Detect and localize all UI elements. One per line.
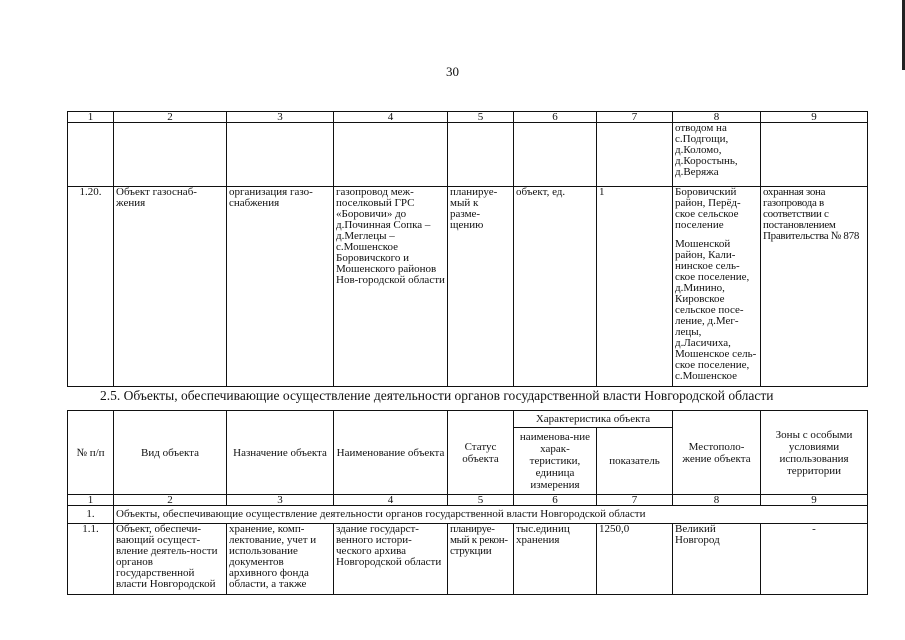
col-num: 2 xyxy=(114,495,227,506)
table-government-objects xyxy=(67,410,868,595)
cell xyxy=(334,123,448,187)
col-num: 9 xyxy=(761,495,868,506)
cell-unit: объект, ед. xyxy=(514,187,597,387)
cell-location xyxy=(673,187,761,387)
col-num: 5 xyxy=(448,495,514,506)
col-num: 4 xyxy=(334,495,448,506)
cell-location: Великий Новгород xyxy=(673,524,761,595)
col-num: 7 xyxy=(597,112,673,123)
cell-value: 1250,0 xyxy=(597,524,673,595)
cell-purpose: организация газо-снабжения xyxy=(227,187,334,387)
col-num: 1 xyxy=(68,112,114,123)
column-numbers-row xyxy=(68,112,868,123)
col-num: 8 xyxy=(673,495,761,506)
cell-unit: тыс.единиц хранения xyxy=(514,524,597,595)
cell-object-kind: Объект, обеспечи-вающий осущест-вление деятель-ности органов государственной власти Новгородской xyxy=(114,524,227,595)
cell-object-name: здание государст-венного истори-ческого архива Новгородской области xyxy=(334,524,448,595)
col-num: 4 xyxy=(334,112,448,123)
header-status: Статус объекта xyxy=(448,411,514,495)
header-kind: Вид объекта xyxy=(114,411,227,495)
cell-object-name: газопровод меж-поселковый ГРС «Боровичи» до д.Починная Сопка – д.Меглецы – с.Мошенское Боровичского и Мошенского районов Нов-городской области xyxy=(334,187,448,387)
cell-row-number: 1.1. xyxy=(68,524,114,595)
cell xyxy=(227,123,334,187)
cell-row-number: 1.20. xyxy=(68,187,114,387)
cell-zones: - xyxy=(761,524,868,595)
cell xyxy=(448,123,514,187)
location-part-1: Боровичский район, Перёд-ское сельское поселение xyxy=(675,186,741,231)
table-row-continued xyxy=(68,123,868,187)
header-zones: Зоны с особыми условиями использования территории xyxy=(761,411,868,495)
cell-section-text: Объекты, обеспечивающие осуществление деятельности органов государственной власти Новгородской области xyxy=(114,506,868,524)
column-numbers-row xyxy=(68,495,868,506)
col-num: 2 xyxy=(114,112,227,123)
col-num: 5 xyxy=(448,112,514,123)
table-row-1-20 xyxy=(68,187,868,387)
col-num: 8 xyxy=(673,112,761,123)
cell-value: 1 xyxy=(597,187,673,387)
col-num: 3 xyxy=(227,112,334,123)
cell-section-number: 1. xyxy=(68,506,114,524)
cell-location: отводом на с.Подгощи, д.Коломо, д.Коростынь, д.Веряжа xyxy=(673,123,761,187)
header-characteristic: Характеристика объекта xyxy=(514,411,673,428)
cell xyxy=(68,123,114,187)
table-row-1-1 xyxy=(68,524,868,595)
header-location: Местополо-жение объекта xyxy=(673,411,761,495)
section-row xyxy=(68,506,868,524)
header-purpose: Назначение объекта xyxy=(227,411,334,495)
cell xyxy=(514,123,597,187)
col-num: 7 xyxy=(597,495,673,506)
page-number: 30 xyxy=(446,64,459,79)
col-num: 6 xyxy=(514,112,597,123)
header-row xyxy=(68,411,868,428)
cell-object-kind: Объект газоснаб-жения xyxy=(114,187,227,387)
cell xyxy=(114,123,227,187)
section-title: 2.5. Объекты, обеспечивающие осуществление деятельности органов государственной власти Новгородской области xyxy=(100,388,774,403)
col-num: 3 xyxy=(227,495,334,506)
cell xyxy=(761,123,868,187)
cell-purpose: хранение, комп-лектование, учет и использование документов архивного фонда области, а также xyxy=(227,524,334,595)
cell-zones: охранная зона газопровода в соответствии с постановлением Правительства № 878 xyxy=(761,187,868,387)
col-num: 1 xyxy=(68,495,114,506)
location-part-2: Мошенской район, Кали-нинское сель-ское поселение, д.Минино, Кировское сельское посе-ление, д.Мег-лецы, д.Ласичиха, Мошенское сель-ское поселение, с.Мошенское xyxy=(675,238,757,382)
header-num: № п/п xyxy=(68,411,114,495)
col-num: 9 xyxy=(761,112,868,123)
header-char-value: показатель xyxy=(597,428,673,495)
header-char-name: наименова-ние харак-теристики, единица измерения xyxy=(514,428,597,495)
col-num: 6 xyxy=(514,495,597,506)
cell xyxy=(597,123,673,187)
header-name: Наименование объекта xyxy=(334,411,448,495)
cell-status: планируе-мый к разме-щению xyxy=(448,187,514,387)
table-gas-objects xyxy=(67,111,868,387)
cell-status: планируе-мый к рекон-струкции xyxy=(448,524,514,595)
